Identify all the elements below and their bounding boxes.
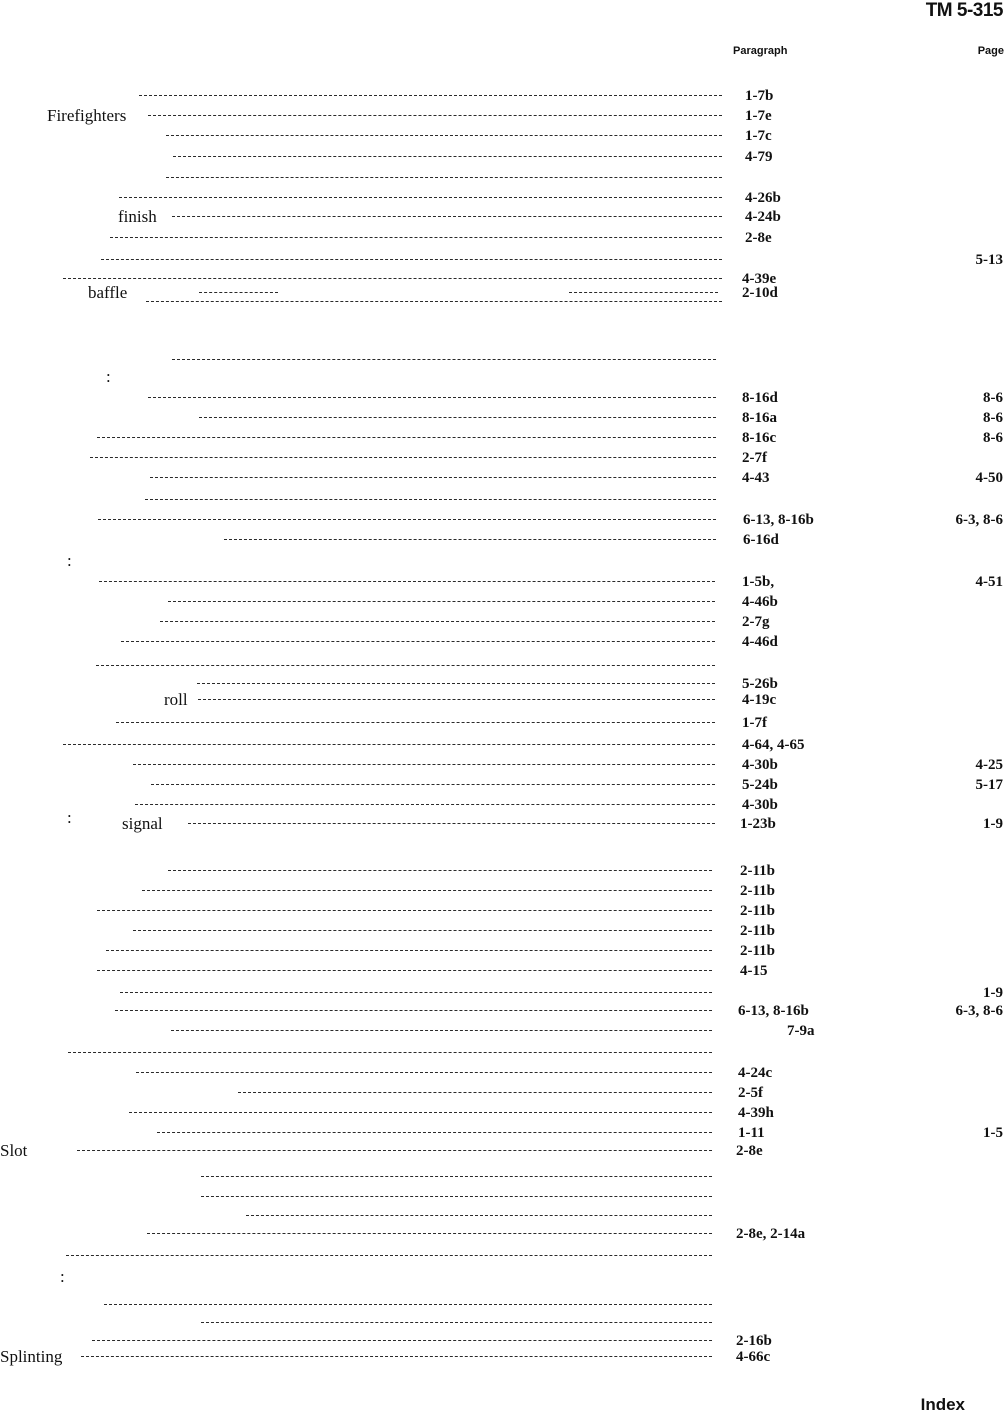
index-entry-row xyxy=(0,1103,1007,1123)
page-ref: 4-25 xyxy=(975,757,1003,773)
index-entry-row xyxy=(0,1347,1007,1367)
paragraph-ref: 4-30b xyxy=(742,757,778,773)
dot-leader xyxy=(63,744,715,745)
entry-label: Splinting xyxy=(0,1347,63,1366)
dot-leader xyxy=(238,1092,712,1093)
paragraph-ref: 1-7b xyxy=(745,88,774,104)
dot-leader xyxy=(197,683,715,684)
paragraph-ref: 2-8e xyxy=(745,230,772,246)
document-id: TM 5-315 xyxy=(925,0,1003,21)
index-entry-row xyxy=(0,1187,1007,1207)
index-entry-row xyxy=(0,690,1007,710)
paragraph-ref: 1-7e xyxy=(745,108,772,124)
dot-leader xyxy=(150,477,716,478)
index-entry-row xyxy=(0,612,1007,632)
footer-index-label: Index xyxy=(920,1395,965,1414)
paragraph-ref: 4-43 xyxy=(742,470,770,486)
dot-leader xyxy=(133,930,712,931)
page-ref: 6-3, 8-6 xyxy=(955,512,1003,528)
index-entry-row xyxy=(0,530,1007,550)
entry-label: roll xyxy=(164,690,188,709)
index-entry-row xyxy=(0,367,1007,387)
paragraph-ref: 6-13, 8-16b xyxy=(743,512,814,528)
paragraph-ref: 2-16b xyxy=(736,1333,772,1349)
entry-label: : xyxy=(67,808,72,827)
entry-label: baffle xyxy=(88,283,128,302)
index-entry-row xyxy=(0,1313,1007,1333)
page-ref: 8-6 xyxy=(983,410,1003,426)
index-entry-row xyxy=(0,861,1007,881)
dot-leader xyxy=(98,519,716,520)
paragraph-ref: 6-16d xyxy=(743,532,779,548)
page-column-header: Page xyxy=(977,45,1004,57)
dot-leader xyxy=(157,1132,712,1133)
index-entry-row xyxy=(0,1206,1007,1226)
index-entry-row xyxy=(0,656,1007,676)
index-entry-row xyxy=(0,1063,1007,1083)
index-entry-row xyxy=(0,592,1007,612)
paragraph-ref: 2-8e, 2-14a xyxy=(736,1226,806,1242)
index-entry-row xyxy=(0,572,1007,592)
index-entry-row xyxy=(0,1167,1007,1187)
dot-leader xyxy=(97,910,712,911)
index-entry-row xyxy=(0,168,1007,188)
paragraph-ref: 2-7f xyxy=(742,450,767,466)
entry-label: finish xyxy=(118,207,157,226)
page-ref: 5-13 xyxy=(975,252,1003,268)
paragraph-ref: 4-26b xyxy=(745,190,781,206)
index-entry-row xyxy=(0,1295,1007,1315)
paragraph-ref: 4-30b xyxy=(742,797,778,813)
dot-leader xyxy=(90,457,716,458)
index-entry-row xyxy=(0,1141,1007,1161)
paragraph-ref: 4-39h xyxy=(738,1105,774,1121)
paragraph-ref: 1-7f xyxy=(742,715,767,731)
dot-leader xyxy=(172,216,722,217)
index-entry-row xyxy=(0,983,1007,1003)
paragraph-ref: 2-10d xyxy=(742,285,778,301)
index-entry-row xyxy=(0,881,1007,901)
index-entry-row xyxy=(0,921,1007,941)
dot-leader xyxy=(129,1112,712,1113)
paragraph-ref: 2-7g xyxy=(742,614,770,630)
dot-leader xyxy=(147,1233,712,1234)
paragraph-ref: 1-7c xyxy=(745,128,772,144)
dot-leader xyxy=(145,499,716,500)
page-ref: 4-50 xyxy=(975,470,1003,486)
paragraph-ref: 4-24b xyxy=(745,209,781,225)
index-entry-row xyxy=(0,448,1007,468)
page-ref: 8-6 xyxy=(983,430,1003,446)
page-ref: 8-6 xyxy=(983,390,1003,406)
dot-leader xyxy=(199,292,278,293)
dot-leader xyxy=(99,581,715,582)
index-entry-row xyxy=(0,1246,1007,1266)
dot-leader xyxy=(97,970,712,971)
dot-leader xyxy=(68,1052,712,1053)
index-entry-row xyxy=(0,490,1007,510)
dot-leader xyxy=(139,95,722,96)
dot-leader xyxy=(119,197,722,198)
dot-leader xyxy=(569,292,718,293)
paragraph-ref: 4-46b xyxy=(742,594,778,610)
dot-leader xyxy=(160,621,715,622)
index-entry-row xyxy=(0,106,1007,126)
paragraph-ref: 4-66c xyxy=(736,1349,771,1365)
page-ref: 6-3, 8-6 xyxy=(955,1003,1003,1019)
paragraph-ref: 1-11 xyxy=(738,1125,765,1141)
index-entry-row xyxy=(0,147,1007,167)
dot-leader xyxy=(151,784,715,785)
paragraph-ref: 2-11b xyxy=(740,943,776,959)
dot-leader xyxy=(201,1322,712,1323)
dot-leader xyxy=(120,992,712,993)
paragraph-ref: 2-11b xyxy=(740,883,776,899)
dot-leader xyxy=(135,804,715,805)
index-entry-row xyxy=(0,207,1007,227)
index-entry-row xyxy=(0,428,1007,448)
index-entry-row xyxy=(0,775,1007,795)
index-entry-row xyxy=(0,1021,1007,1041)
paragraph-column-header: Paragraph xyxy=(733,45,788,57)
index-entry-row xyxy=(0,551,1007,571)
index-entry-row xyxy=(0,468,1007,488)
dot-leader xyxy=(81,1356,712,1357)
paragraph-ref: 2-11b xyxy=(740,863,776,879)
index-entry-row xyxy=(0,1267,1007,1287)
dot-leader xyxy=(142,890,712,891)
dot-leader xyxy=(96,665,715,666)
index-entry-row xyxy=(0,86,1007,106)
page-ref: 4-51 xyxy=(975,574,1003,590)
dot-leader xyxy=(172,359,716,360)
paragraph-ref: 4-15 xyxy=(740,963,768,979)
index-entry-row xyxy=(0,713,1007,733)
dot-leader xyxy=(166,135,722,136)
paragraph-ref: 4-79 xyxy=(745,149,773,165)
paragraph-ref: 2-5f xyxy=(738,1085,763,1101)
dot-leader xyxy=(66,1255,712,1256)
paragraph-ref: 5-26b xyxy=(742,676,778,692)
index-entry-row xyxy=(0,188,1007,208)
dot-leader xyxy=(133,764,715,765)
index-entry-row xyxy=(0,901,1007,921)
page-ref: 1-9 xyxy=(983,816,1003,832)
paragraph-ref: 4-19c xyxy=(742,692,777,708)
dot-leader xyxy=(77,1150,712,1151)
paragraph-ref: 4-46d xyxy=(742,634,778,650)
entry-label: : xyxy=(60,1267,65,1286)
index-entry-row xyxy=(0,632,1007,652)
dot-leader xyxy=(168,601,715,602)
dot-leader xyxy=(224,539,716,540)
dot-leader xyxy=(173,156,722,157)
entry-label: Firefighters xyxy=(47,106,127,125)
index-entry-row xyxy=(0,228,1007,248)
paragraph-ref: 4-64, 4-65 xyxy=(742,737,805,753)
dot-leader xyxy=(92,1340,712,1341)
entry-label: : xyxy=(67,551,72,570)
dot-leader xyxy=(168,870,712,871)
dot-leader xyxy=(148,115,722,116)
index-entry-row xyxy=(0,388,1007,408)
entry-label: : xyxy=(106,367,111,386)
entry-label: Slot xyxy=(0,1141,28,1160)
page-ref: 5-17 xyxy=(975,777,1003,793)
page-ref: 1-5 xyxy=(983,1125,1003,1141)
index-entry-row xyxy=(0,1123,1007,1143)
dot-leader xyxy=(148,397,716,398)
dot-leader xyxy=(121,641,715,642)
index-entry-row xyxy=(0,1224,1007,1244)
index-entry-row xyxy=(0,755,1007,775)
index-entry-row xyxy=(0,961,1007,981)
index-entry-row xyxy=(0,941,1007,961)
dot-leader xyxy=(201,1176,712,1177)
dot-leader xyxy=(110,237,722,238)
paragraph-ref: 8-16d xyxy=(742,390,778,406)
dot-leader xyxy=(136,1072,712,1073)
dot-leader xyxy=(198,699,715,700)
paragraph-ref: 2-8e xyxy=(736,1143,763,1159)
index-entry-row xyxy=(0,250,1007,270)
paragraph-ref: 1-23b xyxy=(740,816,776,832)
paragraph-ref: 8-16c xyxy=(742,430,777,446)
dot-leader xyxy=(199,417,716,418)
index-entry-row xyxy=(0,408,1007,428)
dot-leader xyxy=(116,722,715,723)
dot-leader xyxy=(115,1010,712,1011)
index-entry-row xyxy=(0,510,1007,530)
paragraph-ref: 2-11b xyxy=(740,923,776,939)
index-entry-row xyxy=(0,1001,1007,1021)
index-entry-row xyxy=(0,126,1007,146)
index-entry-row xyxy=(0,283,1007,303)
paragraph-ref: 5-24b xyxy=(742,777,778,793)
dot-leader xyxy=(171,1030,712,1031)
index-entry-row xyxy=(0,1083,1007,1103)
paragraph-ref: 4-39e xyxy=(742,271,777,287)
index-entry-row xyxy=(0,1043,1007,1063)
paragraph-ref: 4-24c xyxy=(738,1065,773,1081)
index-entry-row xyxy=(0,808,1007,828)
dot-leader xyxy=(97,437,716,438)
entry-label: signal xyxy=(122,814,163,833)
dot-leader xyxy=(104,1304,712,1305)
dot-leader xyxy=(63,278,722,279)
paragraph-ref: 1-5b, xyxy=(742,574,775,590)
page-ref: 1-9 xyxy=(983,985,1003,1001)
paragraph-ref: 7-9a xyxy=(787,1023,815,1039)
dot-leader xyxy=(201,1196,712,1197)
dot-leader xyxy=(246,1215,712,1216)
paragraph-ref: 6-13, 8-16b xyxy=(738,1003,809,1019)
paragraph-ref: 2-11b xyxy=(740,903,776,919)
dot-leader xyxy=(166,177,722,178)
dot-leader xyxy=(106,950,712,951)
paragraph-ref: 8-16a xyxy=(742,410,777,426)
dot-leader xyxy=(101,259,722,260)
index-entry-row xyxy=(0,735,1007,755)
